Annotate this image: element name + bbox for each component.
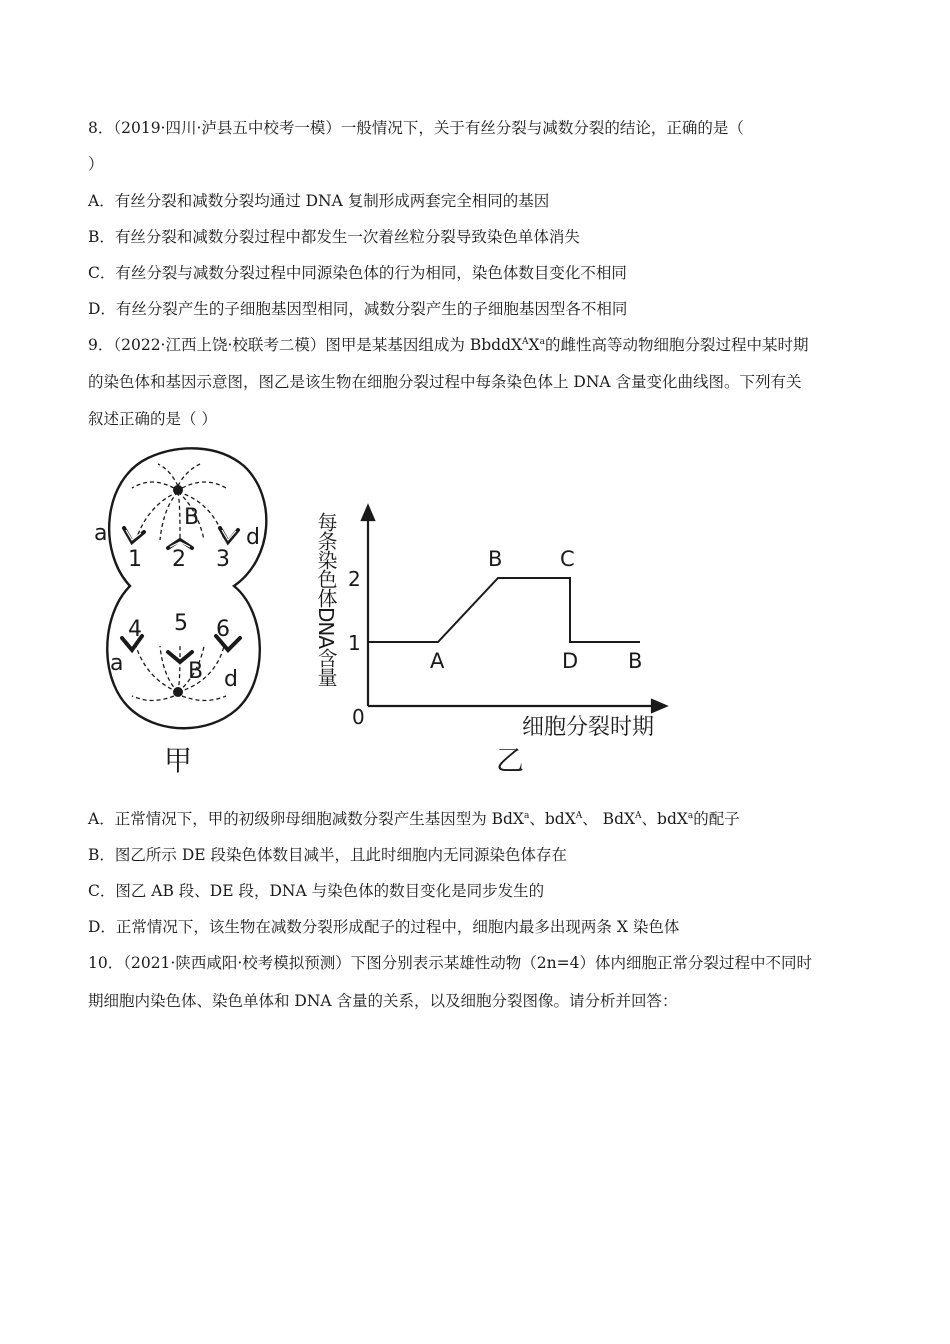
stage-label-C-3: C [560,547,575,571]
bottom-label-5: 5 [174,611,188,636]
top-chromosomes [124,528,238,548]
top-centrosome [173,485,183,495]
chart-axes [362,506,666,712]
stage-label-D-4: D [562,649,579,673]
x-axis-arrow [652,700,666,712]
top-label-3: 3 [216,547,230,572]
bottom-label-B: B [188,659,204,684]
line-chart [314,506,666,777]
x-axis-label: 细胞分裂时期 [522,715,655,740]
stage-label-B-2: B [488,547,503,571]
top-label-a: a [94,521,108,546]
stage-label-B-5: B [628,649,643,673]
y-tick-2: 2 [348,567,361,591]
stage-label-A-1: A [430,649,445,673]
q9-option-a: A．正常情况下，甲的初级卵母细胞减数分裂产生基因型为 BdX$^a$、bdX$^A$、 BdX$^A$、bdX$^a$的配子 [88,810,740,828]
q8-option-b: B．有丝分裂和减数分裂过程中都发生一次着丝粒分裂导致染色单体消失 [88,228,580,246]
q8-stem-line-2: ） [88,155,104,173]
cell-membrane [107,448,266,728]
q8-option-c: C．有丝分裂与减数分裂过程中同源染色体的行为相同，染色体数目变化不相同 [88,264,627,282]
bottom-label-d: d [224,667,238,692]
cell-diagram [107,448,266,728]
q8-stem-line-1: 8．（2019·四川·泸县五中校考一模）一般情况下，关于有丝分裂与减数分裂的结论，正确的是（ [88,119,744,137]
top-spindle [132,464,226,540]
bottom-centrosome [173,687,183,697]
figure-jia-caption: 甲 [164,744,193,777]
q9-stem-line-1: 9．（2022·江西上饶·校联考二模）图甲是某基因组成为 $BbddX^AX^a$的雌性高等动物细胞分裂过程中某时期 [88,336,809,354]
q9-stem-line-2: 的染色体和基因示意图，图乙是该生物在细胞分裂过程中每条染色体上 DNA 含量变化曲线图。下列有关 [88,373,802,391]
bottom-label-6: 6 [216,617,230,642]
origin-label: 0 [352,705,365,729]
q10-stem-line-2: 期细胞内染色体、染色单体和 DNA 含量的关系，以及细胞分裂图像。请分析并回答： [88,992,678,1010]
figure-yi-caption: 乙 [496,744,525,777]
top-label-2: 2 [172,547,186,572]
bottom-label-4: 4 [128,617,142,642]
top-label-B: B [184,505,200,530]
q8-option-d: D．有丝分裂产生的子细胞基因型相同，减数分裂产生的子细胞基因型各不相同 [88,300,628,318]
bottom-label-a: a [110,651,124,676]
y-axis-label: 每条染色体DNA含量 [314,512,338,687]
top-label-d: d [246,525,260,550]
y-tick-1: 1 [348,631,361,655]
top-label-1: 1 [128,547,142,572]
q10-stem-line-1: 10．（2021·陕西咸阳·校考模拟预测）下图分别表示某雄性动物（2n=4）体内细胞正常分裂过程中不同时 [88,954,812,972]
q8-option-a: A．有丝分裂和减数分裂均通过 DNA 复制形成两套完全相同的基因 [88,192,550,210]
y-axis-arrow [362,506,374,520]
q9-option-b: B．图乙所示 DE 段染色体数目减半，且此时细胞内无同源染色体存在 [88,846,567,864]
q9-figure [88,440,688,780]
dna-content-line [368,578,640,642]
chart-series [368,547,642,673]
q9-stem-line-3: 叙述正确的是（ ） [88,410,217,428]
q9-option-d: D．正常情况下，该生物在减数分裂形成配子的过程中，细胞内最多出现两条 X 染色体 [88,918,680,936]
q9-option-c: C．图乙 AB 段、DE 段，DNA 与染色体的数目变化是同步发生的 [88,882,545,900]
